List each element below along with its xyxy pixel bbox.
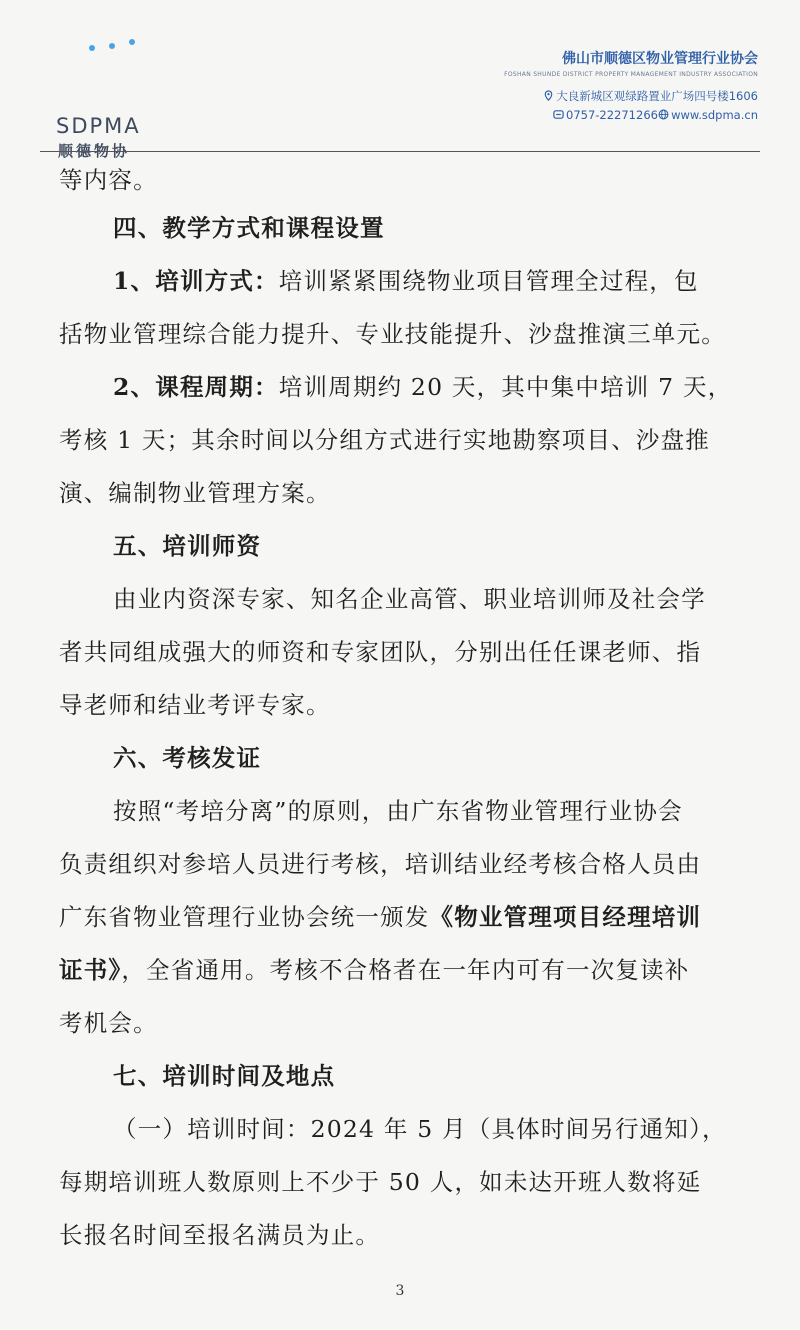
paragraph-line: 者共同组成强大的师资和专家团队，分别出任任课老师、指 (59, 638, 702, 666)
phone-icon (553, 109, 564, 120)
association-name-en: FOSHAN SHUNDE DISTRICT PROPERTY MANAGEMENT INDUSTRY ASSOCIATION (504, 71, 758, 78)
website-text[interactable]: www.sdpma.cn (671, 108, 758, 122)
globe-icon (658, 109, 669, 120)
course-period-text: 培训周期约 20 天，其中集中培训 7 天， (278, 373, 733, 401)
paragraph-line: 长报名时间至报名满员为止。 (59, 1221, 381, 1249)
certificate-name: 《物业管理项目经理培训 (429, 903, 702, 931)
paragraph-line: （一）培训时间：2024 年 5 月（具体时间另行通知）， (113, 1115, 727, 1143)
paragraph-line: 导老师和结业考评专家。 (59, 691, 331, 719)
training-method-text: 培训紧紧围绕物业项目管理全过程，包 (278, 267, 699, 295)
phone-text: 0757-22271266 (566, 108, 658, 122)
text-line: 等内容。 (59, 166, 158, 194)
section-heading-4: 四、教学方式和课程设置 (113, 214, 385, 242)
paragraph-line (59, 956, 759, 985)
paragraph-line: 由业内资深专家、知名企业高管、职业培训师及社会学 (113, 585, 706, 613)
section-heading-7: 七、培训时间及地点 (113, 1062, 336, 1090)
paragraph-line (59, 903, 759, 932)
header-divider (40, 151, 760, 152)
address-line (543, 88, 758, 104)
logo-text: SDPMA (56, 114, 141, 138)
phone-line (553, 108, 658, 122)
sdpma-logo (56, 28, 166, 160)
section-heading-5: 五、培训师资 (113, 532, 262, 560)
certificate-text: ，全省通用。考核不合格者在一年内可有一次复读补 (121, 956, 690, 984)
paragraph-line: 每期培训班人数原则上不少于 50 人，如未达开班人数将延 (59, 1168, 702, 1196)
paragraph-line: 负责组织对参培人员进行考核，培训结业经考核合格人员由 (59, 850, 702, 878)
paragraph-line: 考核 1 天；其余时间以分组方式进行实地勘察项目、沙盘推 (59, 426, 710, 454)
logo-mark-icon (56, 28, 166, 114)
location-pin-icon (543, 90, 554, 101)
page-number: 3 (395, 1283, 405, 1299)
paragraph-line: 按照“考培分离”的原则，由广东省物业管理行业协会 (113, 797, 683, 825)
address-text: 大良新城区观绿路置业广场四号楼1606 (556, 89, 758, 103)
certificate-name-end: 证书》 (59, 956, 122, 984)
paragraph-line: 括物业管理综合能力提升、专业技能提升、沙盘推演三单元。 (59, 320, 726, 348)
association-name: 佛山市顺德区物业管理行业协会 (562, 51, 758, 67)
paragraph-line (113, 267, 800, 296)
association-block (504, 48, 758, 78)
paragraph-line: 考机会。 (59, 1009, 158, 1037)
issuer-text: 广东省物业管理行业协会统一颁发 (59, 903, 430, 931)
training-method-label: 1、培训方式： (113, 267, 279, 295)
course-period-label: 2、课程周期： (113, 373, 279, 401)
paragraph-line (113, 373, 800, 402)
paragraph-line: 演、编制物业管理方案。 (59, 479, 331, 507)
website-line (658, 108, 758, 122)
logo-subtitle: 顺德物协 (58, 142, 131, 160)
section-heading-6: 六、考核发证 (113, 744, 262, 772)
